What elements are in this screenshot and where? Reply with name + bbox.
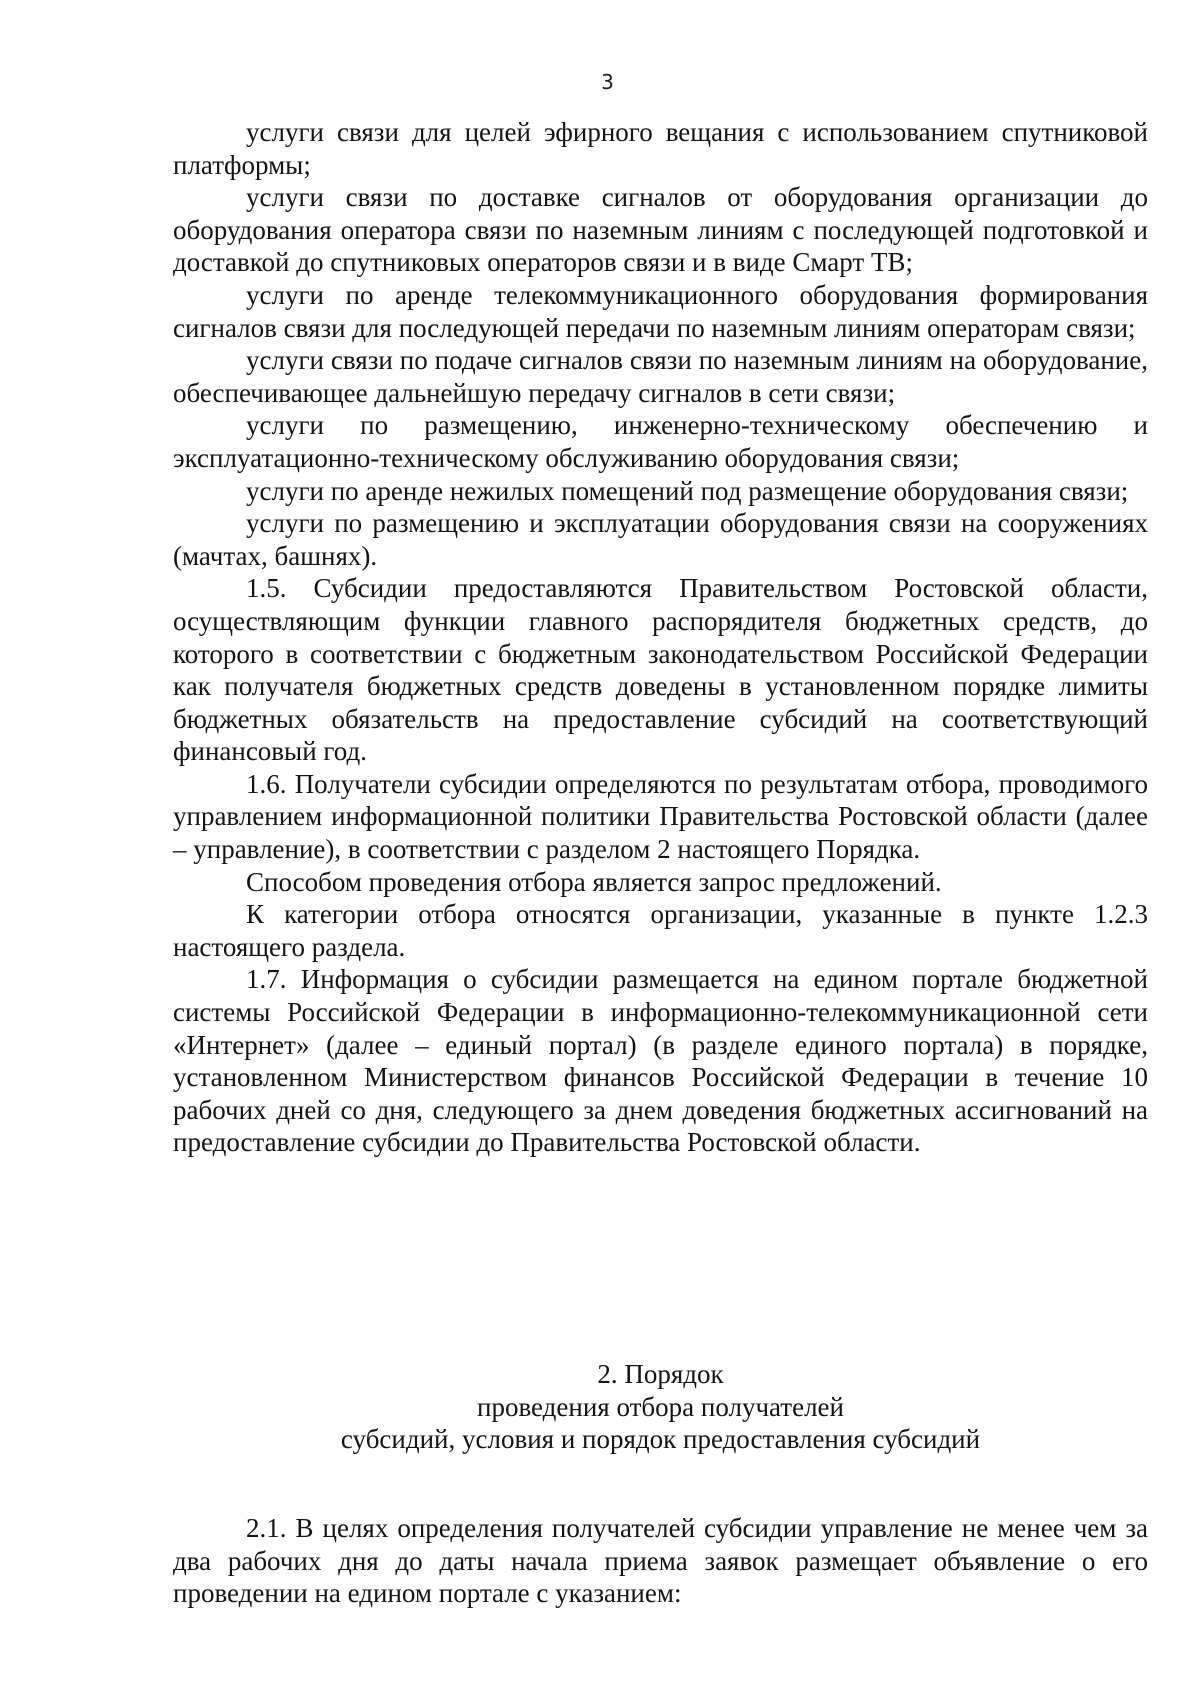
paragraph: услуги по размещению, инженерно-техническому обеспечению и эксплуатационно-техническому обслуживанию оборудования связи; [173,410,1148,473]
section-heading-line: субсидий, условия и порядок предоставления субсидий [340,1424,981,1455]
paragraph: услуги связи по подаче сигналов связи по наземным линиям на оборудование, обеспечивающее дальнейшую передачу сигналов в сети связи; [173,345,1148,408]
section-body [173,1512,1148,1610]
paragraph: услуги по аренде телекоммуникационного оборудования формирования сигналов связи для последующей передачи по наземным линиям операторам связи; [173,279,1148,343]
paragraph: 2.1. В целях определения получателей субсидии управление не менее чем за два рабочих дня до даты начала приема заявок размещает объявление о его проведении на едином портале с указанием: [173,1513,1148,1609]
paragraph: услуги по размещению и эксплуатации оборудования связи на сооружениях (мачтах, башнях). [173,508,1148,571]
paragraph: Способом проведения отбора является запрос предложений. [246,866,942,897]
paragraph: 1.5. Субсидии предоставляются Правительством Ростовской области, осуществляющим функции главного распорядителя бюджетных средств, до которого в соответствии с бюджетным законодательством Российской Федерации как получателя бюджетных средств доведены в установленном порядке лимиты бюджетных обязательств на предоставление субсидий на соответствующий финансовый год. [173,573,1148,767]
paragraph: услуги по аренде нежилых помещений под размещение оборудования связи; [246,475,1129,506]
paragraph: услуги связи для целей эфирного вещания с использованием спутниковой платформы; [173,117,1148,180]
paragraph: услуги связи по доставке сигналов от оборудования организации до оборудования оператора связи по наземным линиям с последующей подготовкой и доставкой до спутниковых операторов связи и в виде Смарт ТВ; [173,182,1148,278]
paragraph: К категории отбора относятся организации, указанные в пункте 1.2.3 настоящего раздела. [173,899,1148,962]
paragraph: 1.6. Получатели субсидии определяются по результатам отбора, проводимого управлением информационной политики Правительства Ростовской области (далее – управление), в соответствии с разделом 2 настоящего Порядка. [173,768,1148,865]
section-heading [173,1358,1148,1456]
page-number: 3 [601,70,614,94]
document-body [173,116,1148,1159]
section-heading-line: проведения отбора получателей [477,1391,844,1422]
paragraph: 1.7. Информация о субсидии размещается на едином портале бюджетной системы Российской Федерации в информационно-телекоммуникационной сети «Интернет» (далее – единый портал) (в разделе единого портала) в порядке, установленном Министерством финансов Российской Федерации в течение 10 рабочих дней со дня, следующего за днем доведения бюджетных ассигнований на предоставление субсидии до Правительства Ростовской области. [173,964,1148,1158]
section-heading-line: 2. Порядок [597,1359,724,1389]
